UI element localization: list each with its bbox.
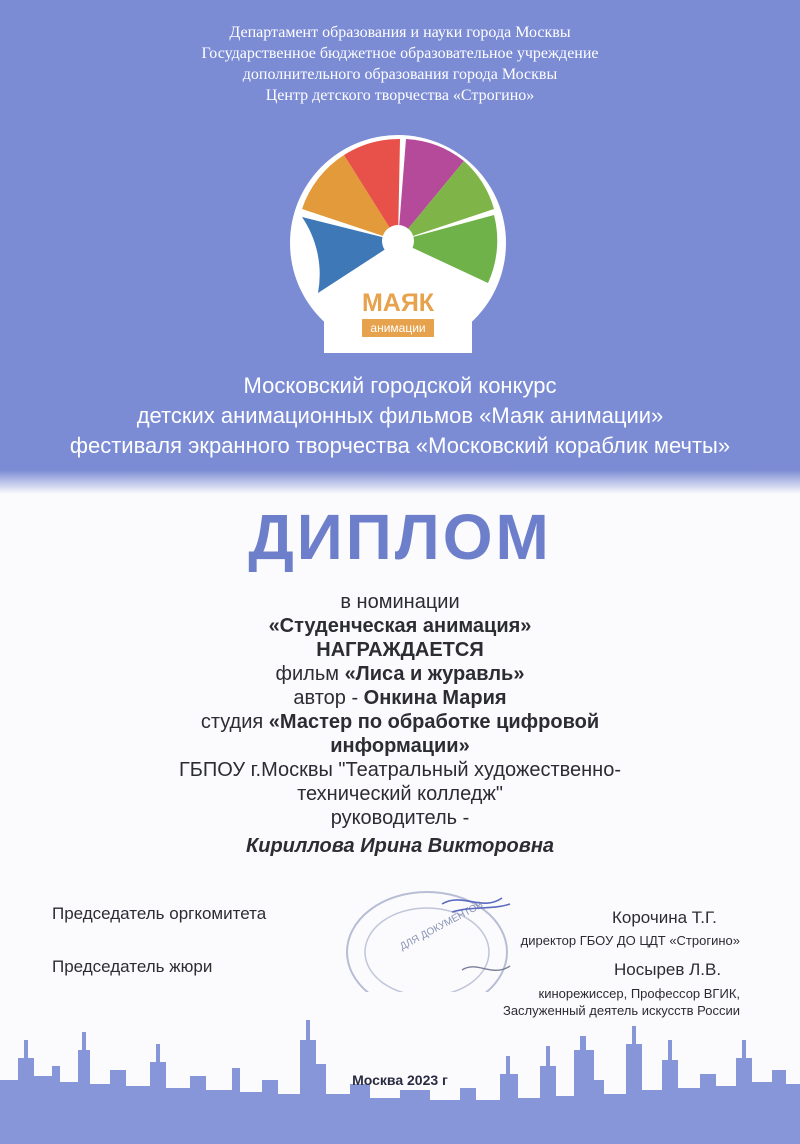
contest-line: детских анимационных фильмов «Маяк анимации» [136,403,664,428]
studio-line [140,710,660,734]
supervisor-label: руководитель - [330,807,470,829]
logo-subword: анимации [370,321,426,335]
contest-line: фестиваля экранного творчества «Московский кораблик мечты» [69,433,731,458]
logo-word: МАЯК [361,289,435,317]
organization-line: ГБПОУ г.Москвы "Театральный художественно- [178,759,622,781]
committee-name: Корочина Т.Г. [612,908,717,927]
nomination-name: «Студенческая анимация» [268,615,532,637]
jury-title-line1: кинорежиссер, Профессор ВГИК, [538,986,740,1001]
film-title: «Лиса и журавль» [344,663,525,685]
film-prefix: фильм [275,663,339,685]
studio-name-continued: информации» [330,735,470,757]
author-line [140,686,660,710]
author-name: Онкина Мария [363,687,507,709]
committee-role: Председатель оргкомитета [52,904,267,923]
studio-prefix: студия [200,711,264,733]
awarded-label: НАГРАЖДАЕТСЯ [316,639,484,661]
supervisor-name: Кириллова Ирина Викторовна [245,835,555,857]
header-line: Государственное бюджетное образовательное учреждение [201,45,599,62]
stamp-text: ДЛЯ ДОКУМЕНТОВ [398,899,486,953]
film-line [140,662,660,686]
header-line: Департамент образования и науки города Москвы [229,24,571,41]
studio-name: «Мастер по обработке цифровой [268,711,600,733]
award-details [140,590,660,858]
organization-header [0,22,800,106]
nomination-prefix: в номинации [340,591,460,613]
mayak-logo [288,133,508,353]
diploma-title: ДИПЛОМ [248,501,552,573]
place-and-year: Москва 2023 г [352,1072,448,1088]
header-line: Центр детского творчества «Строгино» [265,87,535,104]
contest-title [0,371,800,461]
jury-name: Носырев Л.В. [614,960,722,979]
header-band-fade [0,470,800,494]
jury-role: Председатель жюри [52,957,213,976]
committee-title: директор ГБОУ ДО ЦДТ «Строгино» [520,933,740,948]
author-prefix: автор - [293,687,359,709]
header-line: дополнительного образования города Москвы [242,66,558,83]
contest-line: Московский городской конкурс [243,373,557,398]
organization-line-continued: технический колледж" [297,783,503,805]
jury-title-line2: Заслуженный деятель искусств России [502,1003,740,1018]
